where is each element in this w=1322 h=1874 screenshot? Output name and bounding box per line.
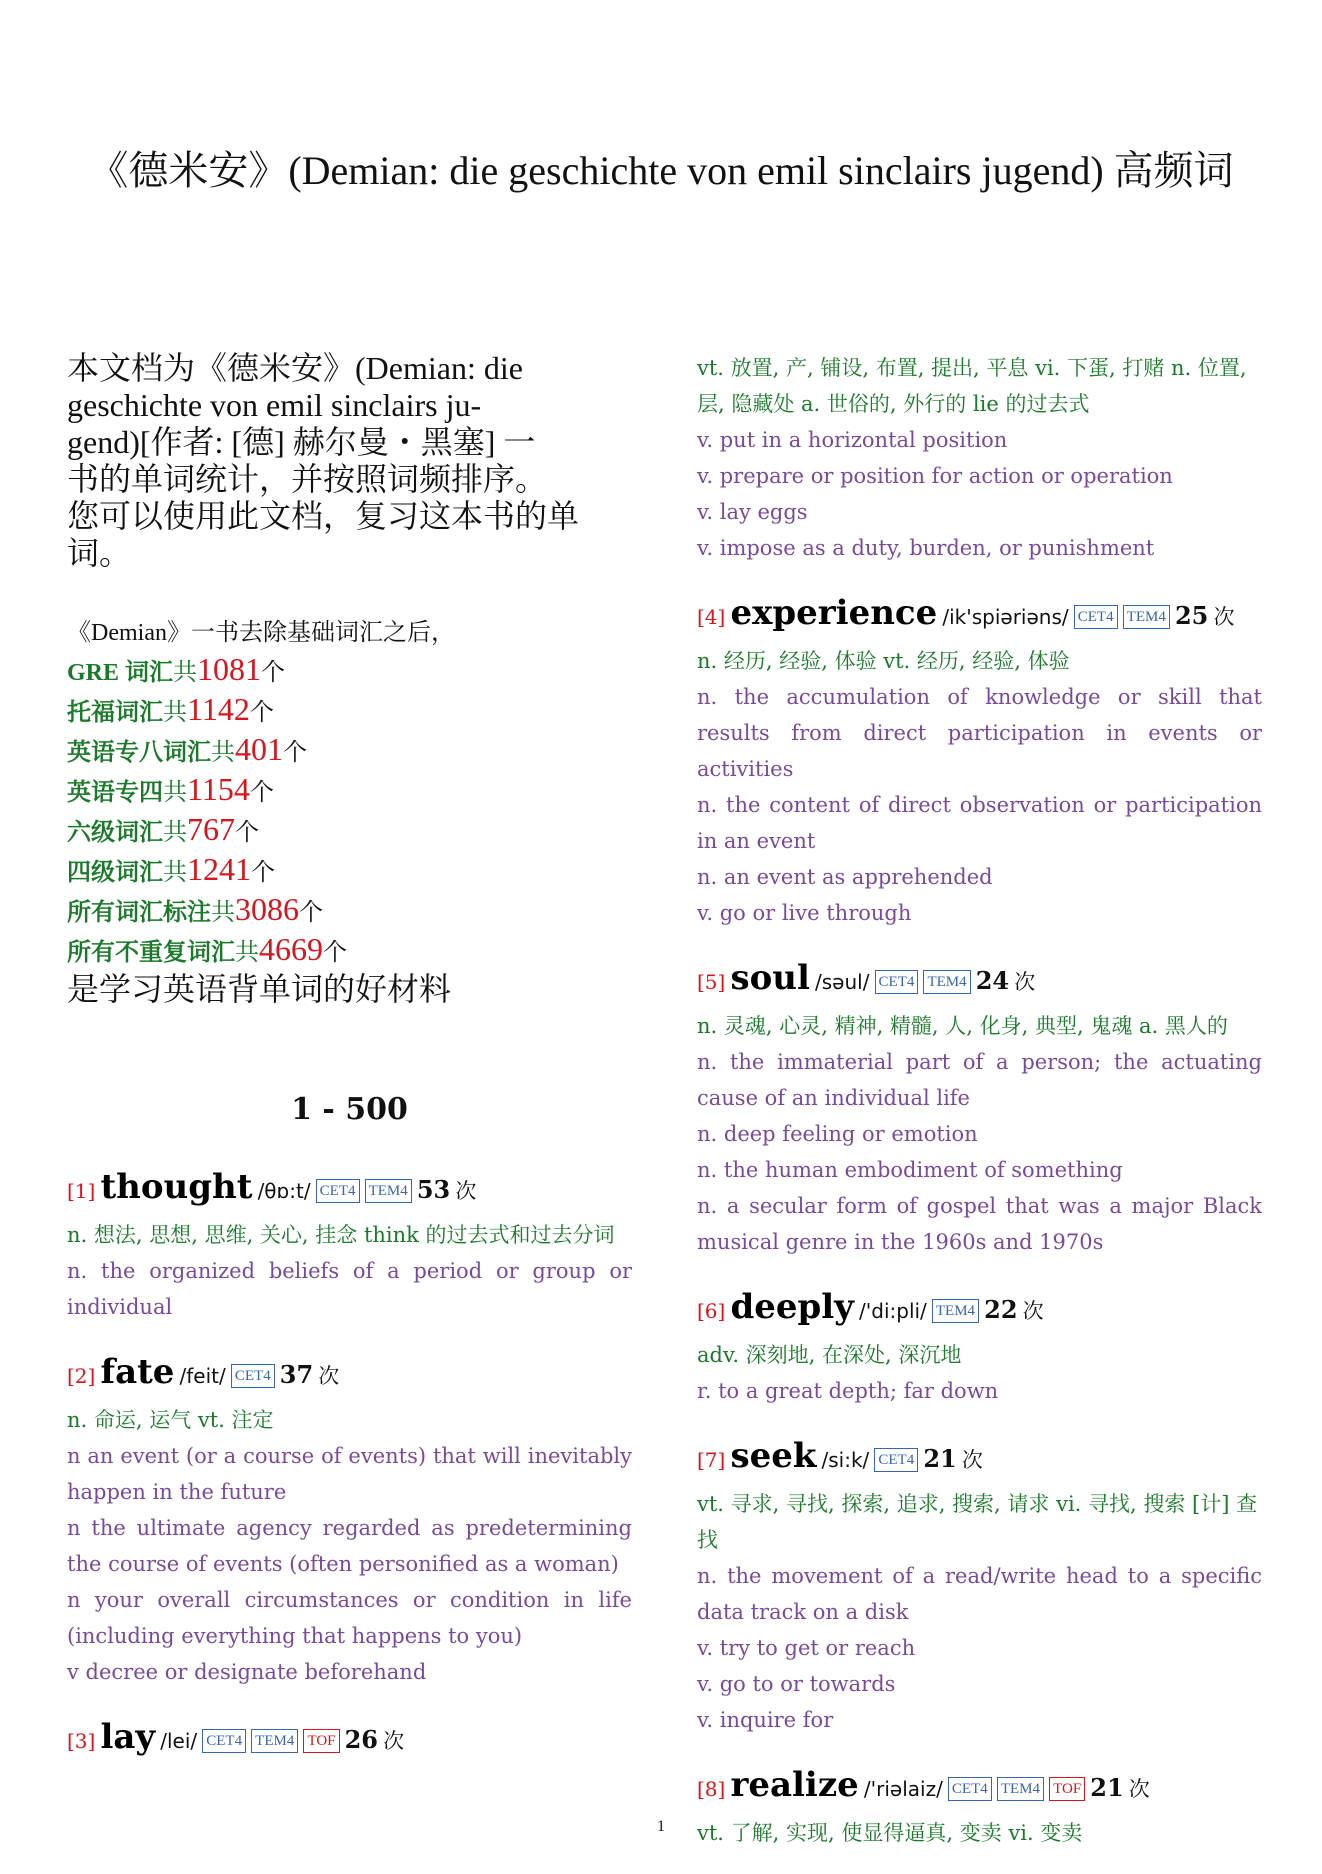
entry-english-definition: n. a secular form of gospel that was a major Black musical genre in the 1960s and 1970s [697,1194,1262,1254]
entries-right [697,350,1262,1851]
stat-connector: 共 [173,660,198,686]
exam-tag: TEM4 [365,1179,412,1203]
entry-word: experience [730,593,938,633]
entry-chinese-definition: vt. 了解, 实现, 使显得逼真, 变卖 vi. 变卖 [697,1821,1083,1845]
stat-count: 3086 [235,891,299,927]
entry-english-definition: n your overall circumstances or condition in life (including everything that happens to you) [67,1588,632,1648]
entry-head [67,1348,632,1402]
entry-english-definition: n. deep feeling or emotion [697,1122,978,1146]
frequency-unit: 次 [383,1729,405,1753]
entry-english-definition: v. impose as a duty, burden, or punishment [697,536,1155,560]
intro-line: 书的单词统计，并按照词频排序。 [67,461,548,497]
entry-phonetic: /'di:pli/ [859,1299,927,1323]
entry-phonetic: /səul/ [815,970,870,994]
range-heading: 1 - 500 [291,1092,408,1127]
stat-connector: 共 [163,820,187,846]
exam-tag: TOF [303,1729,339,1753]
stat-connector: 共 [163,860,187,886]
entry-frequency: 22 [984,1295,1018,1324]
stat-count: 401 [235,731,283,767]
stat-unit: 个 [323,940,347,966]
entry-english-definition: n. the immaterial part of a person; the actuating cause of an individual life [697,1050,1262,1110]
stat-connector: 共 [211,900,235,926]
stat-label: 所有词汇标注 [67,900,211,926]
entry-index: [6] [697,1299,726,1323]
exam-tag: CET4 [1074,605,1118,629]
exam-tag: CET4 [316,1179,360,1203]
entry-word: fate [100,1352,175,1392]
entry-english-definition: v. put in a horizontal position [697,428,1008,452]
entry-chinese-definition: vt. 放置, 产, 铺设, 布置, 提出, 平息 vi. 下蛋, 打赌 n. 位置, 层, 隐藏处 a. 世俗的, 外行的 lie 的过去式 [697,356,1247,416]
exam-tag: TEM4 [997,1777,1044,1801]
entry-phonetic: /θɒ:t/ [257,1179,311,1203]
entry-phonetic: /si:k/ [821,1448,870,1472]
stat-row [67,851,632,891]
right-column [697,350,1262,1874]
entry-chinese-definition: vt. 寻求, 寻找, 探索, 追求, 搜索, 请求 vi. 寻找, 搜索 [计] 查找 [697,1492,1258,1552]
stat-label: 英语专四 [67,780,163,806]
stat-unit: 个 [251,860,275,886]
intro-paragraph [67,350,632,572]
vocab-stats [67,615,632,1007]
entry-chinese-definition: n. 经历, 经验, 体验 vt. 经历, 经验, 体验 [697,649,1070,673]
stat-row [67,691,632,731]
entry-index: [3] [67,1729,96,1753]
entry-chinese-definition: n. 想法, 思想, 思维, 关心, 挂念 think 的过去式和过去分词 [67,1223,615,1247]
entry-word: lay [100,1717,156,1757]
frequency-unit: 次 [1022,1299,1044,1323]
exam-tag: CET4 [202,1729,246,1753]
entry-index: [2] [67,1364,96,1388]
entry-index: [5] [697,970,726,994]
stat-row [67,651,632,691]
stat-row [67,811,632,851]
entry-head [697,1432,1262,1486]
frequency-unit: 次 [455,1179,477,1203]
entry-english-definition: n. the accumulation of knowledge or skill that results from direct participation in events or activities [697,685,1262,781]
entry-frequency: 26 [344,1725,379,1754]
stat-row [67,731,632,771]
word-entry [697,1761,1262,1851]
exam-tag: TEM4 [923,970,970,994]
stat-label: 所有不重复词汇 [67,940,235,966]
entry-english-definition: v. inquire for [697,1708,834,1732]
entry-english-definition: n. the content of direct observation or participation in an event [697,793,1262,853]
stat-connector: 共 [211,740,235,766]
left-column [67,350,632,1790]
entry-word: realize [730,1765,859,1805]
entry-phonetic: /ik'spiəriəns/ [942,605,1069,629]
stats-outro: 是学习英语背单词的好材料 [67,971,452,1007]
entry-index: [7] [697,1448,726,1472]
entry-word: deeply [730,1287,854,1327]
entry-english-definition: v. prepare or position for action or operation [697,464,1173,488]
stat-label: GRE 词汇 [67,660,174,686]
entry-head [697,954,1262,1008]
entry-frequency: 25 [1174,601,1209,630]
entry-phonetic: /'riəlaiz/ [863,1777,943,1801]
stat-unit: 个 [261,660,286,686]
entry-head [67,1713,632,1767]
entry-index: [8] [697,1777,726,1801]
entry-head [697,1761,1262,1815]
frequency-unit: 次 [318,1364,340,1388]
stat-count: 4669 [259,931,323,967]
exam-tag: CET4 [874,1448,918,1472]
entry-phonetic: /lei/ [160,1729,198,1753]
word-entry [67,1713,632,1767]
entry-english-definition: n. the human embodiment of something [697,1158,1123,1182]
stat-row [67,931,632,971]
entry-frequency: 53 [416,1175,451,1204]
stat-count: 1142 [187,691,250,727]
intro-line: 本文档为《德米安》(Demian: die [67,350,523,386]
exam-tag: TEM4 [1123,605,1170,629]
exam-tag: TEM4 [932,1299,979,1323]
exam-tag: CET4 [875,970,919,994]
stat-row [67,891,632,931]
entry-english-definition: r. to a great depth; far down [697,1379,999,1403]
stat-count: 767 [187,811,235,847]
entry-english-definition: v. go to or towards [697,1672,896,1696]
entry-head [67,1163,632,1217]
entry-phonetic: /feit/ [179,1364,226,1388]
entry-frequency: 24 [975,966,1010,995]
entry-english-definition: n. the movement of a read/write head to a specific data track on a disk [697,1564,1262,1624]
entry-head [697,589,1262,643]
entry-index: [4] [697,605,726,629]
intro-line: 词。 [67,535,132,571]
entry-english-definition: v. lay eggs [697,500,808,524]
entry-english-definition: v. go or live through [697,901,912,925]
stat-connector: 共 [163,780,187,806]
entry-frequency: 37 [279,1360,314,1389]
entry-english-definition: n. the organized beliefs of a period or group or individual [67,1259,632,1319]
word-entry [697,1283,1262,1409]
word-entry [697,589,1262,931]
page-number: 1 [657,1818,665,1835]
word-entry [697,954,1262,1260]
stat-connector: 共 [235,940,259,966]
stat-label: 英语专八词汇 [67,740,211,766]
stat-unit: 个 [249,700,274,726]
frequency-unit: 次 [1213,605,1235,629]
entry-head [697,1283,1262,1337]
stat-unit: 个 [299,900,323,926]
stats-intro: 《Demian》一书去除基础词汇之后， [67,620,455,646]
word-entry [697,1432,1262,1738]
exam-tag: TOF [1049,1777,1085,1801]
entry-index: [1] [67,1179,96,1203]
exam-tag: TEM4 [251,1729,298,1753]
word-entry-continued [697,350,1262,566]
frequency-unit: 次 [961,1448,983,1472]
frequency-unit: 次 [1128,1777,1150,1801]
page-title: 《德米安》(Demian: die geschichte von emil sinclairs jugend) 高频词 [88,148,1234,193]
entry-chinese-definition: n. 命运, 运气 vt. 注定 [67,1408,274,1432]
stat-label: 托福词汇 [67,700,163,726]
stat-count: 1081 [197,651,262,687]
entry-frequency: 21 [923,1444,957,1473]
intro-line: geschichte von emil sinclairs ju- [67,387,482,423]
entry-english-definition: n the ultimate agency regarded as predetermining the course of events (often personified as a woman) [67,1516,632,1576]
intro-line: gend)[作者: [德] 赫尔曼・黑塞] 一 [67,424,536,460]
intro-line: 您可以使用此文档，复习这本书的单 [67,498,580,534]
stat-unit: 个 [283,740,307,766]
entry-english-definition: v decree or designate beforehand [67,1660,427,1684]
stat-unit: 个 [235,820,259,846]
entry-chinese-definition: adv. 深刻地, 在深处, 深沉地 [697,1343,962,1367]
exam-tag: CET4 [948,1777,992,1801]
stat-unit: 个 [249,780,274,806]
stat-count: 1241 [187,851,251,887]
exam-tag: CET4 [231,1364,275,1388]
entry-word: seek [730,1436,817,1476]
stats-rows [67,651,632,971]
entries-left [67,1163,632,1767]
stat-label: 四级词汇 [67,860,163,886]
stat-connector: 共 [163,700,187,726]
stat-label: 六级词汇 [67,820,163,846]
word-entry [67,1163,632,1325]
entry-frequency: 21 [1090,1773,1124,1802]
entry-english-definition: n. an event as apprehended [697,865,993,889]
entry-english-definition: n an event (or a course of events) that will inevitably happen in the future [67,1444,632,1504]
word-entry [67,1348,632,1690]
entry-word: soul [730,958,810,998]
stat-row [67,771,632,811]
stat-count: 1154 [187,771,250,807]
entry-english-definition: v. try to get or reach [697,1636,916,1660]
frequency-unit: 次 [1014,970,1036,994]
entry-word: thought [100,1167,253,1207]
entry-chinese-definition: n. 灵魂, 心灵, 精神, 精髓, 人, 化身, 典型, 鬼魂 a. 黑人的 [697,1014,1228,1038]
